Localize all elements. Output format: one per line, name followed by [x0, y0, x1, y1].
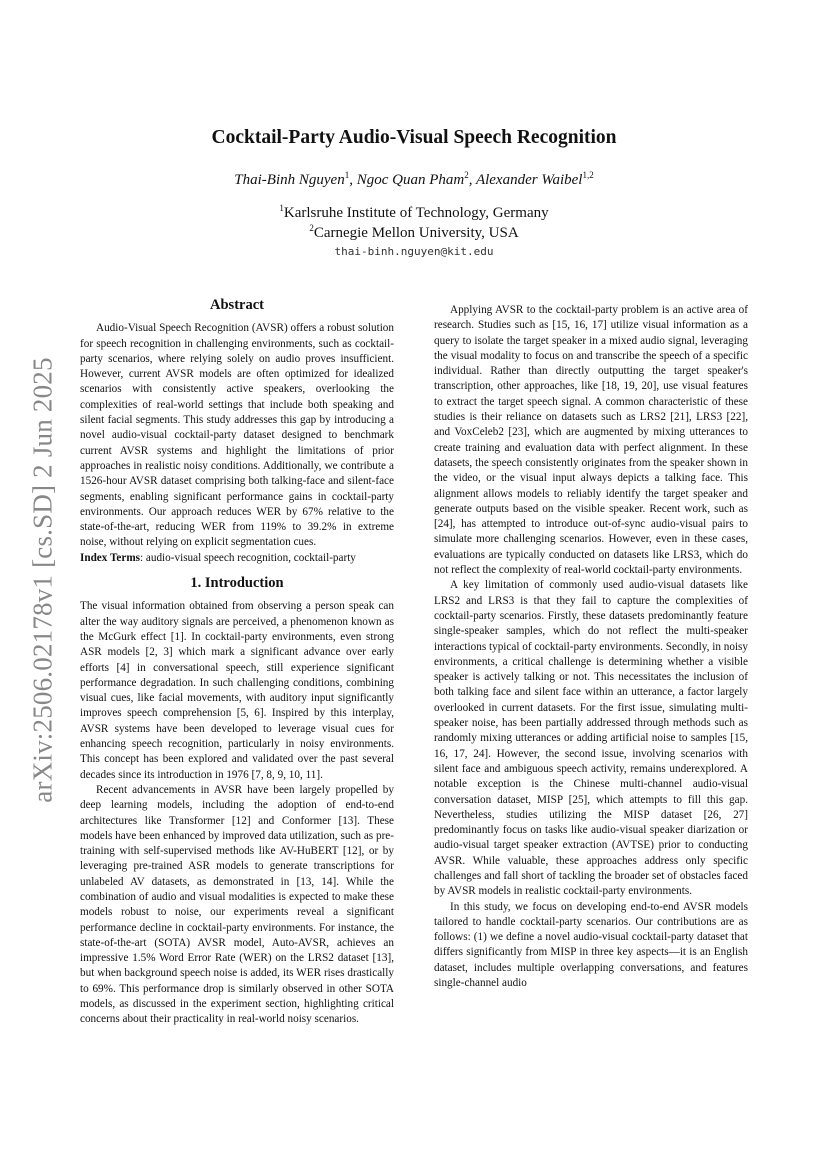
affiliation — [0, 223, 828, 242]
index-terms — [80, 551, 394, 566]
author-affiliation-mark: 2 — [464, 170, 469, 180]
author-affiliation-mark: 1 — [344, 170, 350, 180]
arxiv-sidebar-stamp — [18, 350, 68, 810]
intro-paragraph-1: The visual information obtained from observing a person speak can alter the way auditory signals are perceived, a phenomenon known as the McGurk effect [1]. In cocktail-party environments, even strong ASR models [2, 3] which mark a significant advance over early efforts [4] in conversational speech, still experience significant performance degradation. In such challenging conditions, combining visual cues, like facial movements, with auditory input significantly improves speech comprehension [5, 6]. Inspired by this interplay, AVSR systems have been developed to leverage visual cues for enhancing speech recognition, particularly in noisy environments. This concept has been explored and validated over the past several decades since its introduction in 1976 [7, 8, 9, 10, 11]. — [80, 600, 394, 781]
abstract-text: Audio-Visual Speech Recognition (AVSR) offers a robust solution for speech recognition in challenging environments, such as cocktail-party scenarios, where relying solely on audio proves insufficient. However, current AVSR models are often optimized for idealized scenarios with consistently active speakers, overlooking the complexities of real-world settings that include both speaking and silent facial segments. This study addresses this gap by introducing a novel audio-visual cocktail-party dataset designed to benchmark current AVSR systems and highlight the limitations of prior approaches in realistic noisy conditions. Additionally, we contribute a 1526-hour AVSR dataset comprising both talking-face and silent-face segments, enabling significant performance gains in cocktail-party environments. Our approach reduces WER by 67% relative to the state-of-the-art, reducing WER from 119% to 39.2% in extreme noise, without relying on explicit segmentation cues. — [80, 322, 394, 549]
intro-paragraph-2: Recent advancements in AVSR have been largely propelled by deep learning models, including the adoption of end-to-end architectures like Transformer [12] and Conformer [13]. These models have been enhanced by improved data utilization, such as pre-training with self-supervised methods like AV-HuBERT [12], or by leveraging pre-trained ASR models to generate transcriptions for unlabeled AV datasets, as demonstrated in [13, 14]. While the combination of audio and visual modalities is expected to make these models robust to noise, our experiments reveal a significant performance decline in cocktail-party environments. For instance, the state-of-the-art (SOTA) AVSR model, Auto-AVSR, achieves an impressive 1.5% Word Error Rate (WER) on the LRS2 dataset [13], but when background speech noise is added, its WER rises drastically to 69%. This performance drop is similarly observed in other SOTA models, as discussed in the experiment section, highlighting critical concerns about their practicality in real-world noisy scenarios. — [80, 783, 394, 1026]
author-email: thai-binh.nguyen@kit.edu — [334, 245, 494, 258]
left-column — [80, 298, 394, 1028]
affiliation-name: Carnegie Mellon University, USA — [313, 225, 519, 241]
arxiv-id: arXiv:2506.02178v1 [cs.SD] 2 Jun 2025 — [27, 357, 58, 803]
intro-paragraph-4: A key limitation of commonly used audio-visual datasets like LRS2 and LRS3 is that they fail to capture the complexities of cocktail-party scenarios. Firstly, these datasets predominantly feature single-speaker samples, which do not reflect the multi-speaker interactions typical of cocktail-party environments. Secondly, in noisy environments, a critical challenge is determining whether a visible speaker is actively talking or not. This necessitates the inclusion of both talking face and silent face within an utterance, a factor largely overlooked in current datasets. For the first issue, simulating multi-speaker noise, has been partially addressed through methods such as randomly mixing utterances or adding artificial noise to samples [15, 16, 17, 24]. However, the second issue, involving scenarios with silent face and ambiguous speech activity, remains underexplored. A notable exception is the Chinese multi-channel audio-visual conversation dataset, MISP [25], which attempts to fill this gap. Nevertheless, studies utilizing the MISP dataset [26, 27] predominantly focus on tasks like audio-visual speaker diarization or audio-visual target speaker extraction (AVTSE) prior to conducting AVSR. While valuable, these approaches address only specific challenges and fall short of tackling the broader set of obstacles faced by AVSR models in realistic cocktail-party environments. — [434, 579, 748, 898]
index-terms-text: : audio-visual speech recognition, cocktail-party — [140, 551, 356, 564]
right-column — [434, 303, 748, 991]
author-name: Ngoc Quan Pham — [356, 172, 465, 188]
abstract-heading: Abstract — [210, 297, 264, 313]
author-name: Thai-Binh Nguyen — [234, 172, 345, 188]
author-list: Thai-Binh Nguyen$^1$, Ngoc Quan Pham$^2$, Alexander Waibel$^{1,2}$ — [234, 170, 594, 188]
affiliation-mark: 1 — [279, 203, 284, 213]
intro-paragraph-3: Applying AVSR to the cocktail-party problem is an active area of research. Studies such as [15, 16, 17] utilize visual information as a query to isolate the target speaker in a mixed audio signal, leveraging the visual modality to focus on and transcribe the speech of a specific individual. Rather than directly outputting the target speaker's transcription, other approaches, like [18, 19, 20], use visual features to extract the target speech signal. A common characteristic of these studies is their reliance on datasets such as LRS2 [21], LRS3 [22], and VoxCeleb2 [23], which are augmented by mixing utterances to create training and evaluation data with perfect alignment. In these datasets, the speech consistently originates from the speaker shown in the video, or the visual input always depicts a talking face. This alignment allows models to reliably identify the target speaker and generate outputs based on the visible speaker. Recent work, such as [24], has attempted to introduce out-of-sync audio-visual pairs to simulate more challenging scenarios. However, even in these cases, evaluations are typically conducted on datasets like LRS3, which do not reflect the complexity of real-world cocktail-party environments. — [434, 304, 748, 577]
affiliation — [0, 203, 828, 222]
author-name: Alexander Waibel — [475, 172, 583, 188]
author-affiliation-mark: 1,2 — [582, 170, 594, 180]
affiliation-mark: 2 — [309, 223, 314, 233]
affiliation-name: Karlsruhe Institute of Technology, Germany — [283, 205, 549, 221]
index-terms-label: Index Terms — [80, 551, 140, 564]
introduction-heading: 1. Introduction — [190, 575, 284, 592]
intro-paragraph-5: In this study, we focus on developing end-to-end AVSR models tailored to handle cocktail-party scenarios. Our contributions are as follows: (1) we define a novel audio-visual cocktail-party dataset that differs significantly from MISP in three key aspects—it is an English dataset, includes multiple overlapping conversations, and features single-channel audio — [434, 900, 748, 990]
paper-title: Cocktail-Party Audio-Visual Speech Recognition — [211, 127, 617, 148]
